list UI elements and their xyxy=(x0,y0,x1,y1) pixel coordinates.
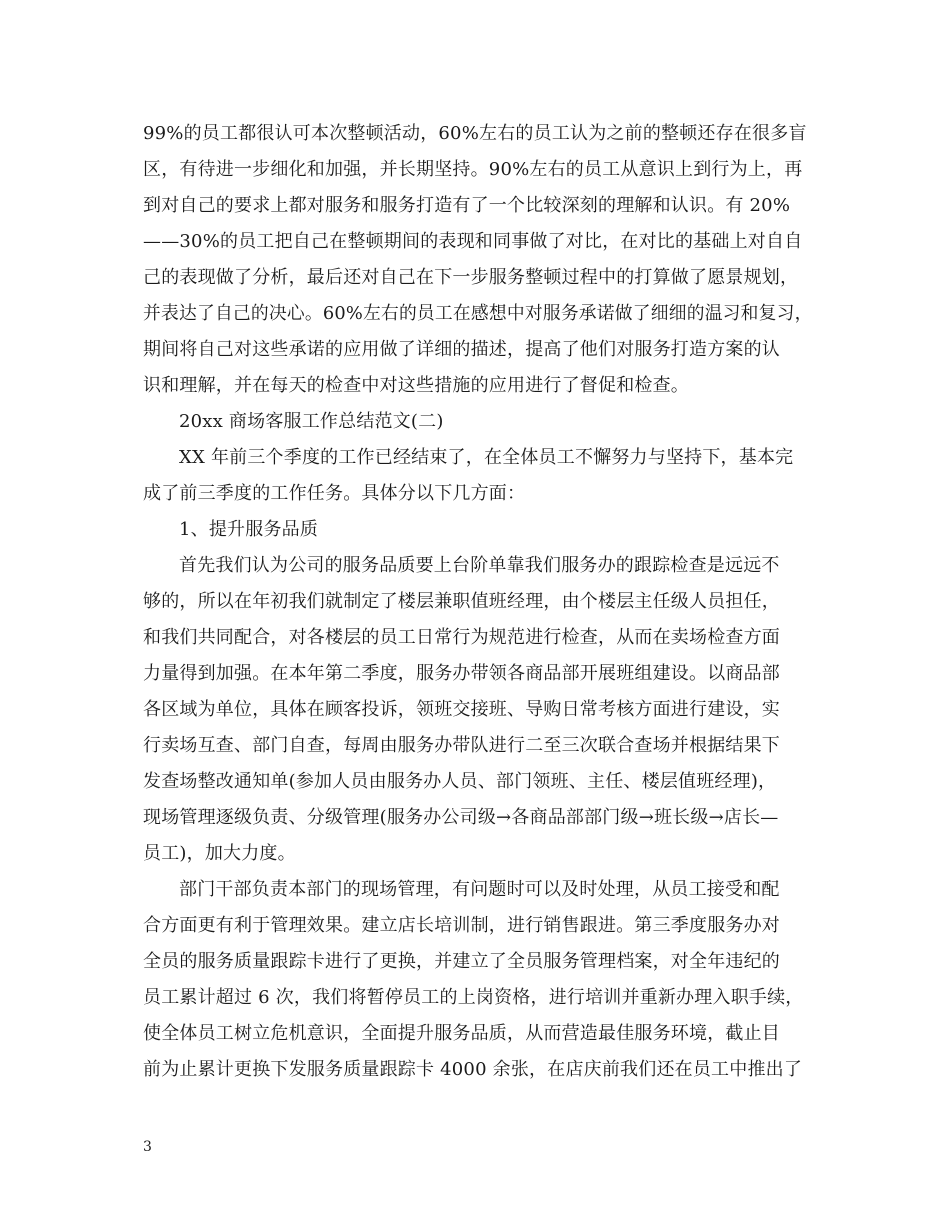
text-line: 区，有待进一步细化和加强，并长期坚持。90%左右的员工从意识上到行为上，再 xyxy=(143,159,803,180)
text-line: 合方面更有利于管理效果。建立店长培训制，进行销售跟进。第三季度服务办对 xyxy=(143,915,780,936)
text-line: 99%的员工都很认可本次整顿活动，60%左右的员工认为之前的整顿还存在很多盲 xyxy=(143,123,807,144)
text-line: 行卖场互查、部门自查，每周由服务办带队进行二至三次联合查场并根据结果下 xyxy=(143,735,780,756)
text-line: 1、提升服务品质 xyxy=(179,519,319,540)
page-number: 3 xyxy=(143,1139,152,1155)
text-line: 首先我们认为公司的服务品质要上台阶单靠我们服务办的跟踪检查是远远不 xyxy=(179,555,780,576)
text-line: 够的，所以在年初我们就制定了楼层兼职值班经理，由个楼层主任级人员担任， xyxy=(143,591,780,612)
text-line: 员工累计超过 6 次，我们将暂停员工的上岗资格，进行培训并重新办理入职手续， xyxy=(143,987,804,1008)
text-line: 各区域为单位，具体在顾客投诉，领班交接班、导购日常考核方面进行建设，实 xyxy=(143,699,780,720)
text-line: 20xx 商场客服工作总结范文(二) xyxy=(179,411,444,432)
text-line: 力量得到加强。在本年第二季度，服务办带领各商品部开展班组建设。以商品部 xyxy=(143,663,780,684)
text-line: 前为止累计更换下发服务质量跟踪卡 4000 余张，在店庆前我们还在员工中推出了 xyxy=(143,1059,803,1080)
text-line: 并表达了自己的决心。60%左右的员工在感想中对服务承诺做了细细的温习和复习， xyxy=(143,303,813,324)
text-line: 现场管理逐级负责、分级管理(服务办公司级→各商品部部门级→班长级→店长— xyxy=(143,807,779,828)
text-line: 和我们共同配合，对各楼层的员工日常行为规范进行检查，从而在卖场检查方面 xyxy=(143,627,780,648)
text-line: 期间将自己对这些承诺的应用做了详细的描述，提高了他们对服务打造方案的认 xyxy=(143,339,780,360)
text-line: ——30%的员工把自己在整顿期间的表现和同事做了对比，在对比的基础上对自自 xyxy=(143,231,803,252)
text-line: 成了前三季度的工作任务。具体分以下几方面： xyxy=(143,483,526,504)
text-line: 识和理解，并在每天的检查中对这些措施的应用进行了督促和检查。 xyxy=(143,375,689,396)
body-text xyxy=(143,116,813,1088)
text-line: 己的表现做了分析，最后还对自己在下一步服务整顿过程中的打算做了愿景规划， xyxy=(143,267,799,288)
text-line: 到对自己的要求上都对服务和服务打造有了一个比较深刻的理解和认识。有 20% xyxy=(143,195,791,216)
text-line: 员工)，加大力度。 xyxy=(143,843,296,864)
text-line: XX 年前三个季度的工作已经结束了，在全体员工不懈努力与坚持下，基本完 xyxy=(179,447,794,468)
text-line: 部门干部负责本部门的现场管理，有问题时可以及时处理，从员工接受和配 xyxy=(179,879,780,900)
text-line: 全员的服务质量跟踪卡进行了更换，并建立了全员服务管理档案，对全年违纪的 xyxy=(143,951,780,972)
text-line: 发查场整改通知单(参加人员由服务办人员、部门领班、主任、楼层值班经理)， xyxy=(143,771,777,792)
text-line: 使全体员工树立危机意识，全面提升服务品质，从而营造最佳服务环境，截止目 xyxy=(143,1023,780,1044)
